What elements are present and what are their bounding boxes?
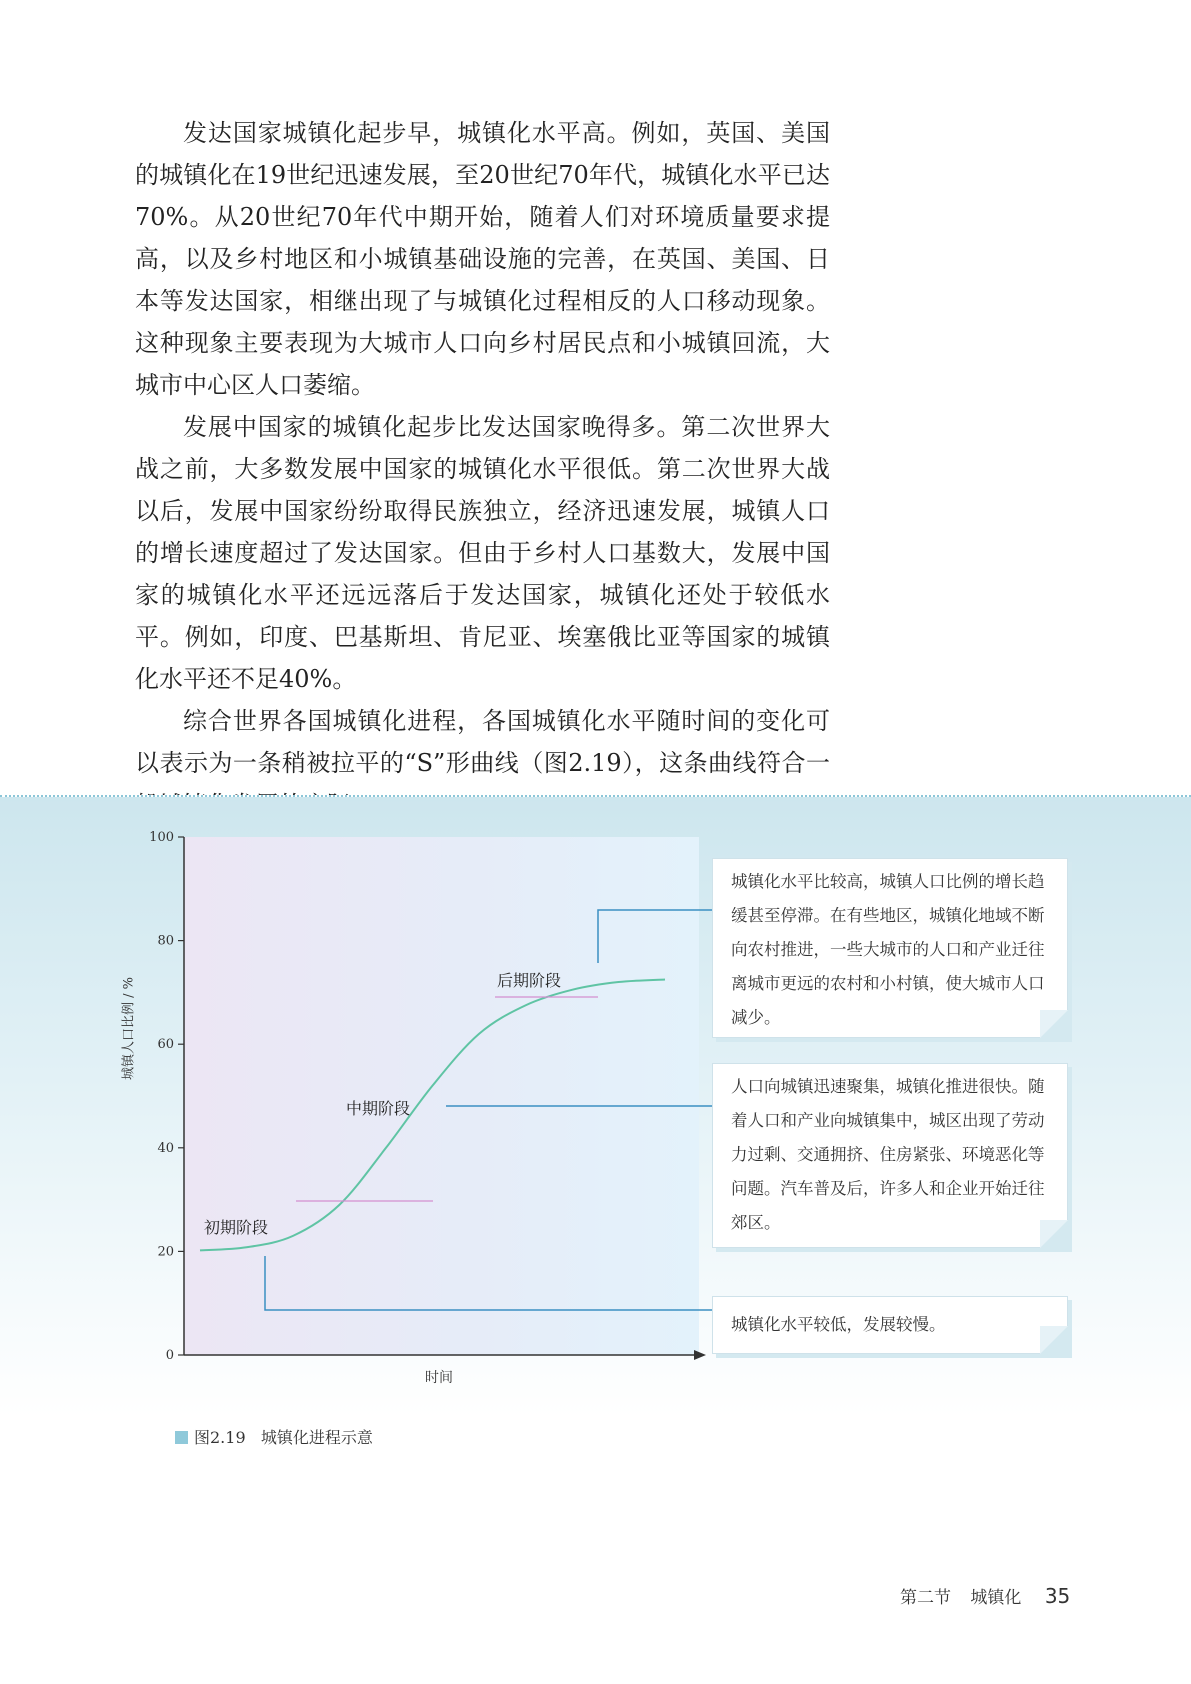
caption-marker-icon <box>175 1431 188 1444</box>
paragraph-2: 发展中国家的城镇化起步比发达国家晚得多。第二次世界大战之前，大多数发展中国家的城镇化水平很低。第二次世界大战以后，发展中国家纷纷取得民族独立，经济迅速发展，城镇人口的增长速度超过了发达国家。但由于乡村人口基数大，发展中国家的城镇化水平还远远落后于发达国家，城镇化还处于较低水平。例如，印度、巴基斯坦、肯尼亚、埃塞俄比亚等国家的城镇化水平还不足40%。 <box>135 413 830 693</box>
leader-line <box>598 910 712 963</box>
leader-lines <box>265 910 712 1310</box>
figure-title: 城镇化进程示意 <box>260 1428 373 1447</box>
footer-section: 第二节 <box>900 1588 951 1608</box>
page-fold-icon <box>1040 1010 1068 1038</box>
page-number: 35 <box>1044 1584 1071 1608</box>
callout-middle <box>712 1063 1068 1248</box>
y-tick-label: 40 <box>157 1140 174 1156</box>
paragraph-1: 发达国家城镇化起步早，城镇化水平高。例如，英国、美国的城镇化在19世纪迅速发展，至20世纪70年代，城镇化水平已达70%。从20世纪70年代中期开始，随着人们对环境质量要求提高，以及乡村地区和小城镇基础设施的完善，在英国、美国、日本等发达国家，相继出现了与城镇化过程相反的人口移动现象。这种现象主要表现为大城市人口向乡村居民点和小城镇回流，大城市中心区人口萎缩。 <box>135 119 830 399</box>
callout-early-text: 城镇化水平较低，发展较慢。 <box>731 1315 946 1334</box>
stage-dividers <box>296 997 598 1201</box>
callout-late-text: 城镇化水平比较高，城镇人口比例的增长趋缓甚至停滞。在有些地区，城镇化地域不断向农村推进，一些大城市的人口和产业迁往离城市更远的农村和小村镇，使大城市人口减少。 <box>731 872 1045 1027</box>
figure-caption <box>175 1425 373 1448</box>
callout-late <box>712 858 1068 1038</box>
x-axis-label: 时间 <box>425 1370 453 1386</box>
y-tick-label: 80 <box>157 933 174 949</box>
stage-label-middle: 中期阶段 <box>346 1099 411 1118</box>
y-tick-label: 60 <box>157 1037 174 1053</box>
footer-chapter: 城镇化 <box>970 1588 1022 1608</box>
y-tick-label: 100 <box>149 830 174 845</box>
page-fold-icon <box>1040 1326 1068 1354</box>
stage-label-late: 后期阶段 <box>497 971 562 990</box>
page-footer <box>900 1583 1070 1608</box>
callout-middle-text: 人口向城镇迅速聚集，城镇化推进很快。随着人口和产业向城镇集中，城区出现了劳动力过剩、交通拥挤、住房紧张、环境恶化等问题。汽车普及后，许多人和企业开始迁往郊区。 <box>731 1077 1045 1232</box>
stage-label-early: 初期阶段 <box>204 1218 269 1237</box>
y-ticks <box>149 830 184 1363</box>
y-tick-label: 20 <box>157 1244 174 1260</box>
s-curve <box>200 979 665 1250</box>
page-fold-icon <box>1040 1220 1068 1248</box>
callout-early <box>712 1296 1068 1354</box>
figure-number: 图2.19 <box>194 1428 246 1447</box>
paragraph-3: 综合世界各国城镇化进程，各国城镇化水平随时间的变化可以表示为一条稍被拉平的“S”形曲线（图2.19），这条曲线符合一 <box>135 707 830 777</box>
x-axis-arrow <box>694 1350 706 1360</box>
leader-line <box>265 1256 712 1310</box>
y-tick-label: 0 <box>165 1348 174 1363</box>
